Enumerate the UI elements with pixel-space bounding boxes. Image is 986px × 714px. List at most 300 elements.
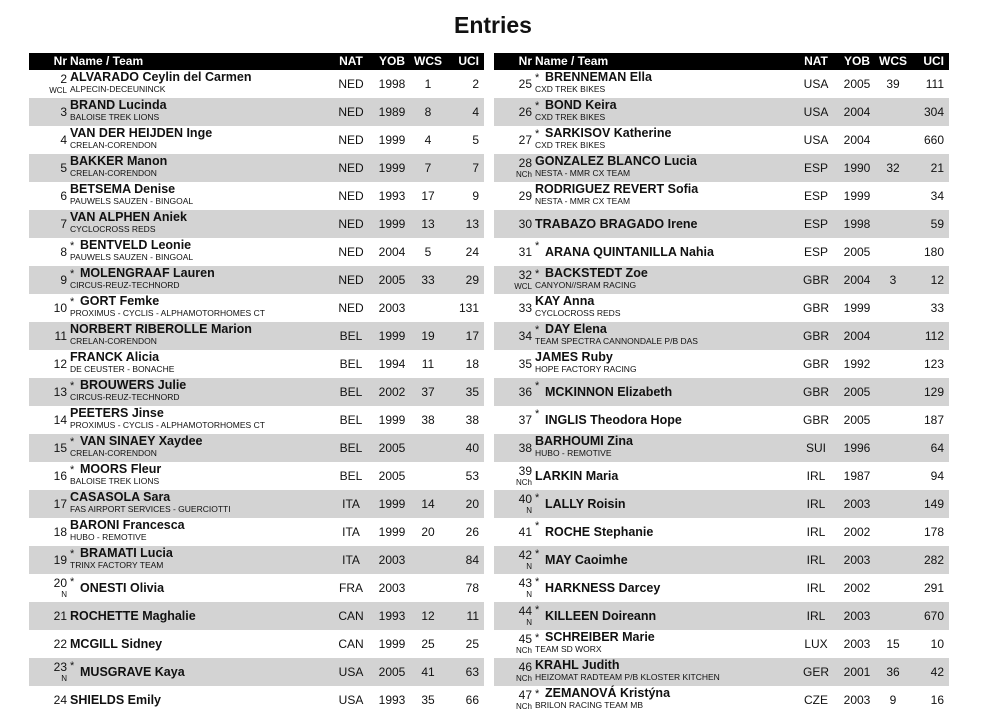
rider-name: GORT Femke <box>80 294 160 308</box>
rider-uci-rank: 18 <box>465 357 479 371</box>
rider-name: VAN DER HEIJDEN Inge <box>70 126 213 140</box>
table-header <box>29 53 484 70</box>
rider-nationality: ITA <box>342 525 360 539</box>
rider-team: PAUWELS SAUZEN - BINGOAL <box>70 196 194 206</box>
rider-number: 43 <box>518 576 532 590</box>
table-row <box>29 182 484 210</box>
table-row <box>494 238 949 266</box>
u23-marker: * <box>70 240 75 252</box>
rider-uci-rank: 2 <box>472 77 479 91</box>
rider-year-of-birth: 1993 <box>378 189 406 203</box>
u23-marker: * <box>535 408 540 420</box>
rider-year-of-birth: 2003 <box>843 497 871 511</box>
rider-nationality: BEL <box>339 441 363 455</box>
rider-uci-rank: 35 <box>465 385 479 399</box>
rider-team: CRELAN-CORENDON <box>70 140 157 150</box>
rider-nationality: NED <box>338 161 364 175</box>
rider-number: 19 <box>53 553 67 567</box>
rider-year-of-birth: 2002 <box>843 581 871 595</box>
rider-year-of-birth: 1996 <box>843 441 871 455</box>
entries-table-left <box>29 53 484 714</box>
u23-marker: * <box>535 520 540 532</box>
rider-nationality: USA <box>338 665 364 679</box>
rider-year-of-birth: 2004 <box>378 245 406 259</box>
rider-year-of-birth: 2005 <box>378 441 406 455</box>
rider-number: 47 <box>518 688 532 702</box>
rider-name: BRAND Lucinda <box>70 98 167 112</box>
rider-uci-rank: 16 <box>930 693 944 707</box>
rider-nationality: GER <box>802 665 829 679</box>
rider-category: N <box>61 590 67 599</box>
rider-name: ROCHETTE Maghalie <box>70 609 196 623</box>
rider-number: 17 <box>53 497 67 511</box>
rider-number: 30 <box>518 217 532 231</box>
rider-uci-rank: 112 <box>924 329 944 343</box>
rider-nationality: CAN <box>338 637 364 651</box>
rider-name: BRAMATI Lucia <box>80 546 173 560</box>
rider-wcs-rank: 41 <box>421 665 435 679</box>
header-name-team: Name / Team <box>535 54 609 68</box>
table-row <box>29 266 484 294</box>
rider-year-of-birth: 1993 <box>378 693 406 707</box>
rider-name: SHIELDS Emily <box>70 693 161 707</box>
rider-name: KILLEEN Doireann <box>545 609 657 623</box>
u23-marker: * <box>535 72 540 84</box>
table-row <box>29 154 484 182</box>
rider-uci-rank: 29 <box>465 273 479 287</box>
rider-wcs-rank: 20 <box>421 525 435 539</box>
rider-number: 42 <box>518 548 532 562</box>
rider-team: BRILON RACING TEAM MB <box>535 700 643 710</box>
rider-nationality: CZE <box>804 693 828 707</box>
rider-number: 20 <box>53 576 67 590</box>
rider-year-of-birth: 2002 <box>378 385 406 399</box>
rider-name: VAN ALPHEN Aniek <box>70 210 187 224</box>
rider-uci-rank: 131 <box>458 301 479 315</box>
rider-uci-rank: 84 <box>465 553 479 567</box>
u23-marker: * <box>70 268 75 280</box>
rider-year-of-birth: 2003 <box>843 637 871 651</box>
u23-marker: * <box>535 240 540 252</box>
rider-nationality: CAN <box>338 609 364 623</box>
rider-number: 35 <box>518 357 532 371</box>
rider-name: NORBERT RIBEROLLE Marion <box>70 322 252 336</box>
rider-name: ARANA QUINTANILLA Nahia <box>545 245 714 259</box>
rider-number: 9 <box>60 273 67 287</box>
rider-name: MCGILL Sidney <box>70 637 163 651</box>
rider-name: VAN SINAEY Xaydee <box>80 434 203 448</box>
rider-nationality: BEL <box>339 329 363 343</box>
rider-nationality: ITA <box>342 497 360 511</box>
rider-name: ALVARADO Ceylin del Carmen <box>70 70 252 84</box>
rider-number: 11 <box>54 329 67 343</box>
rider-year-of-birth: 2005 <box>843 385 871 399</box>
u23-marker: * <box>535 576 540 588</box>
rider-category: WCL <box>49 86 67 95</box>
rider-number: 6 <box>60 189 67 203</box>
rider-year-of-birth: 2003 <box>378 553 406 567</box>
rider-number: 18 <box>53 525 67 539</box>
rider-uci-rank: 21 <box>930 161 944 175</box>
rider-nationality: GBR <box>802 273 829 287</box>
u23-marker: * <box>535 128 540 140</box>
rider-number: 24 <box>53 693 67 707</box>
rider-number: 34 <box>518 329 532 343</box>
rider-wcs-rank: 37 <box>421 385 435 399</box>
rider-number: 28 <box>518 156 532 170</box>
rider-team: CRELAN-CORENDON <box>70 336 157 346</box>
rider-team: CIRCUS-REUZ-TECHNORD <box>70 392 180 402</box>
table-row <box>29 210 484 238</box>
rider-team: ALPECIN-DECEUNINCK <box>70 84 166 94</box>
rider-uci-rank: 9 <box>472 189 479 203</box>
rider-team: CXD TREK BIKES <box>535 112 606 122</box>
rider-uci-rank: 20 <box>465 497 479 511</box>
table-row <box>29 434 484 462</box>
u23-marker: * <box>535 324 540 336</box>
header-uci: UCI <box>923 54 944 68</box>
header-nat: NAT <box>339 54 363 68</box>
header-wcs: WCS <box>879 54 907 68</box>
table-row <box>494 490 949 518</box>
rider-name: BAKKER Manon <box>70 154 168 168</box>
rider-team: PAUWELS SAUZEN - BINGOAL <box>70 252 194 262</box>
rider-uci-rank: 178 <box>923 525 944 539</box>
rider-wcs-rank: 3 <box>889 273 897 287</box>
header-uci: UCI <box>458 54 479 68</box>
rider-team: HEIZOMAT RADTEAM P/B KLOSTER KITCHEN <box>535 672 720 682</box>
rider-uci-rank: 187 <box>923 413 944 427</box>
rider-number: 36 <box>518 385 532 399</box>
rider-category: NCh <box>515 702 532 711</box>
rider-year-of-birth: 1994 <box>378 357 406 371</box>
rider-category: N <box>526 590 532 599</box>
rider-team: TRINX FACTORY TEAM <box>70 560 164 570</box>
rider-category: N <box>61 674 67 683</box>
rider-name: BARONI Francesca <box>70 518 185 532</box>
rider-name: KRAHL Judith <box>535 658 620 672</box>
rider-wcs-rank: 15 <box>886 637 900 651</box>
table-row <box>29 406 484 434</box>
header-wcs: WCS <box>414 54 442 68</box>
rider-wcs-rank: 12 <box>421 609 435 623</box>
rider-nationality: GBR <box>802 385 829 399</box>
u23-marker: * <box>70 380 75 392</box>
u23-marker: * <box>70 464 75 476</box>
rider-year-of-birth: 2005 <box>843 77 871 91</box>
table-row <box>494 630 949 658</box>
table-row <box>494 322 949 350</box>
rider-team: FAS AIRPORT SERVICES - GUERCIOTTI <box>70 504 231 514</box>
rider-number: 40 <box>518 492 532 506</box>
rider-uci-rank: 94 <box>930 469 944 483</box>
rider-nationality: IRL <box>806 497 826 511</box>
table-row <box>494 126 949 154</box>
rider-team: CYCLOCROSS REDS <box>70 224 156 234</box>
table-row <box>29 462 484 490</box>
rider-name: MCKINNON Elizabeth <box>545 385 673 399</box>
table-row <box>494 350 949 378</box>
rider-uci-rank: 7 <box>472 161 479 175</box>
rider-number: 39 <box>518 464 532 478</box>
table-row <box>29 546 484 574</box>
rider-uci-rank: 282 <box>923 553 944 567</box>
rider-wcs-rank: 8 <box>424 105 432 119</box>
table-row <box>29 574 484 602</box>
rider-wcs-rank: 4 <box>424 133 432 147</box>
rider-name: LALLY Roisin <box>545 497 626 511</box>
rider-year-of-birth: 1999 <box>378 329 406 343</box>
rider-nationality: USA <box>803 77 829 91</box>
rider-nationality: USA <box>803 105 829 119</box>
rider-category: NCh <box>515 646 532 655</box>
rider-uci-rank: 42 <box>930 665 944 679</box>
rider-team: TEAM SD WORX <box>535 644 602 654</box>
table-row <box>494 210 949 238</box>
rider-name: BETSEMA Denise <box>70 182 176 196</box>
rider-uci-rank: 64 <box>930 441 944 455</box>
rider-uci-rank: 25 <box>465 637 479 651</box>
rider-name: MUSGRAVE Kaya <box>80 665 185 679</box>
rider-name: BACKSTEDT Zoe <box>545 266 648 280</box>
header-yob: YOB <box>843 54 870 68</box>
rider-year-of-birth: 1992 <box>843 357 871 371</box>
rider-uci-rank: 59 <box>930 217 944 231</box>
rider-year-of-birth: 2003 <box>843 553 871 567</box>
rider-team: CXD TREK BIKES <box>535 140 606 150</box>
table-row <box>494 546 949 574</box>
rider-category: WCL <box>514 282 532 291</box>
rider-uci-rank: 304 <box>923 105 944 119</box>
rider-nationality: GBR <box>802 329 829 343</box>
u23-marker: * <box>535 604 540 616</box>
header-name-team: Name / Team <box>70 54 144 68</box>
rider-team: HUBO - REMOTIVE <box>535 448 612 458</box>
rider-nationality: IRL <box>806 525 826 539</box>
table-row <box>494 658 949 686</box>
rider-number: 14 <box>53 413 67 427</box>
rider-year-of-birth: 2002 <box>843 525 871 539</box>
rider-wcs-rank: 1 <box>424 77 432 91</box>
table-row <box>494 602 949 630</box>
rider-team: CANYON//SRAM RACING <box>535 280 637 290</box>
rider-nationality: ESP <box>803 189 828 203</box>
rider-nationality: GBR <box>802 357 829 371</box>
rider-name: MOLENGRAAF Lauren <box>80 266 215 280</box>
rider-wcs-rank: 7 <box>424 161 432 175</box>
rider-number: 26 <box>518 105 532 119</box>
rider-nationality: ESP <box>803 245 828 259</box>
rider-name: BROUWERS Julie <box>80 378 187 392</box>
rider-year-of-birth: 2005 <box>843 245 871 259</box>
rider-team: CYCLOCROSS REDS <box>535 308 621 318</box>
rider-name: BRENNEMAN Ella <box>545 70 652 84</box>
entries-table-right <box>494 53 949 714</box>
rider-nationality: BEL <box>339 385 363 399</box>
rider-number: 5 <box>60 161 67 175</box>
rider-year-of-birth: 1999 <box>843 189 871 203</box>
rider-name: BENTVELD Leonie <box>80 238 192 252</box>
rider-team: HUBO - REMOTIVE <box>70 532 147 542</box>
rider-year-of-birth: 2003 <box>843 693 871 707</box>
rider-year-of-birth: 1999 <box>378 497 406 511</box>
rider-number: 2 <box>60 72 67 86</box>
table-row <box>494 154 949 182</box>
table-row <box>29 658 484 686</box>
rider-uci-rank: 63 <box>465 665 479 679</box>
u23-marker: * <box>535 492 540 504</box>
rider-nationality: NED <box>338 133 364 147</box>
table-row <box>29 350 484 378</box>
rider-uci-rank: 26 <box>465 525 479 539</box>
rider-uci-rank: 5 <box>472 133 479 147</box>
u23-marker: * <box>70 660 75 672</box>
page-title: Entries <box>454 12 532 38</box>
rider-year-of-birth: 2003 <box>378 581 406 595</box>
table-row <box>494 406 949 434</box>
rider-wcs-rank: 14 <box>421 497 435 511</box>
rider-number: 16 <box>53 469 67 483</box>
rider-nationality: NED <box>338 217 364 231</box>
rider-name: MOORS Fleur <box>80 462 162 476</box>
rider-category: N <box>526 618 532 627</box>
rider-nationality: ESP <box>803 161 828 175</box>
table-row <box>494 98 949 126</box>
rider-number: 41 <box>518 525 532 539</box>
rider-year-of-birth: 2005 <box>843 413 871 427</box>
table-header <box>494 53 949 70</box>
rider-uci-rank: 670 <box>923 609 944 623</box>
rider-uci-rank: 13 <box>465 217 479 231</box>
rider-number: 21 <box>53 609 67 623</box>
rider-uci-rank: 660 <box>923 133 944 147</box>
rider-uci-rank: 78 <box>465 581 479 595</box>
table-row <box>29 126 484 154</box>
rider-nationality: IRL <box>806 553 826 567</box>
rider-number: 13 <box>53 385 67 399</box>
rider-number: 31 <box>518 245 532 259</box>
u23-marker: * <box>70 548 75 560</box>
table-row <box>29 602 484 630</box>
table-row <box>29 630 484 658</box>
rider-number: 32 <box>518 268 532 282</box>
u23-marker: * <box>535 380 540 392</box>
rider-year-of-birth: 1998 <box>843 217 871 231</box>
rider-team: CRELAN-CORENDON <box>70 168 157 178</box>
rider-name: CASASOLA Sara <box>70 490 171 504</box>
rider-wcs-rank: 39 <box>886 77 900 91</box>
rider-team: TEAM SPECTRA CANNONDALE P/B DAS <box>535 336 698 346</box>
rider-wcs-rank: 32 <box>886 161 900 175</box>
rider-nationality: GBR <box>802 301 829 315</box>
table-row <box>494 434 949 462</box>
table-row <box>29 238 484 266</box>
rider-uci-rank: 4 <box>472 105 479 119</box>
rider-uci-rank: 11 <box>466 609 479 623</box>
rider-name: ONESTI Olivia <box>80 581 165 595</box>
rider-year-of-birth: 2005 <box>378 273 406 287</box>
rider-nationality: LUX <box>804 637 828 651</box>
rider-name: RODRIGUEZ REVERT Sofia <box>535 182 699 196</box>
rider-team: CRELAN-CORENDON <box>70 448 157 458</box>
rider-wcs-rank: 33 <box>421 273 435 287</box>
rider-category: NCh <box>515 170 532 179</box>
rider-nationality: ESP <box>803 217 828 231</box>
table-row <box>29 322 484 350</box>
rider-nationality: NED <box>338 301 364 315</box>
table-row <box>494 378 949 406</box>
table-row <box>29 98 484 126</box>
rider-nationality: IRL <box>806 609 826 623</box>
rider-name: HARKNESS Darcey <box>545 581 661 595</box>
rider-nationality: BEL <box>339 469 363 483</box>
rider-uci-rank: 17 <box>465 329 479 343</box>
u23-marker: * <box>535 268 540 280</box>
rider-number: 8 <box>60 245 67 259</box>
rider-uci-rank: 66 <box>465 693 479 707</box>
u23-marker: * <box>70 576 75 588</box>
rider-nationality: NED <box>338 273 364 287</box>
rider-number: 33 <box>518 301 532 315</box>
rider-number: 15 <box>53 441 67 455</box>
rider-wcs-rank: 25 <box>421 637 435 651</box>
rider-year-of-birth: 2004 <box>843 105 871 119</box>
rider-name: DAY Elena <box>545 322 607 336</box>
rider-category: NCh <box>515 478 532 487</box>
rider-nationality: NED <box>338 77 364 91</box>
rider-team: BALOISE TREK LIONS <box>70 476 160 486</box>
u23-marker: * <box>70 436 75 448</box>
rider-number: 44 <box>518 604 532 618</box>
table-body <box>29 70 484 714</box>
table-row <box>29 490 484 518</box>
rider-name: JAMES Ruby <box>535 350 613 364</box>
rider-number: 12 <box>53 357 67 371</box>
rider-uci-rank: 40 <box>465 441 479 455</box>
rider-team: PROXIMUS - CYCLIS - ALPHAMOTORHOMES CT <box>70 420 265 430</box>
rider-wcs-rank: 19 <box>421 329 435 343</box>
rider-category: N <box>526 562 532 571</box>
table-row <box>29 378 484 406</box>
rider-name: LARKIN Maria <box>535 469 619 483</box>
rider-uci-rank: 38 <box>465 413 479 427</box>
rider-name: SARKISOV Katherine <box>545 126 672 140</box>
rider-team: NESTA - MMR CX TEAM <box>535 196 631 206</box>
rider-year-of-birth: 2001 <box>843 665 871 679</box>
rider-team: BALOISE TREK LIONS <box>70 112 160 122</box>
rider-nationality: IRL <box>806 581 826 595</box>
rider-wcs-rank: 11 <box>421 357 435 371</box>
rider-uci-rank: 111 <box>925 77 944 91</box>
rider-uci-rank: 53 <box>465 469 479 483</box>
rider-team: HOPE FACTORY RACING <box>535 364 637 374</box>
rider-nationality: NED <box>338 245 364 259</box>
rider-wcs-rank: 5 <box>424 245 432 259</box>
u23-marker: * <box>70 296 75 308</box>
header-nr: Nr <box>518 54 532 68</box>
rider-category: NCh <box>515 674 532 683</box>
rider-name: FRANCK Alicia <box>70 350 160 364</box>
rider-year-of-birth: 1987 <box>843 469 871 483</box>
rider-nationality: FRA <box>339 581 363 595</box>
rider-uci-rank: 34 <box>930 189 944 203</box>
rider-team: CIRCUS-REUZ-TECHNORD <box>70 280 180 290</box>
rider-number: 45 <box>518 632 532 646</box>
rider-number: 23 <box>53 660 67 674</box>
rider-year-of-birth: 1998 <box>378 77 406 91</box>
rider-uci-rank: 24 <box>465 245 479 259</box>
table-row <box>29 518 484 546</box>
